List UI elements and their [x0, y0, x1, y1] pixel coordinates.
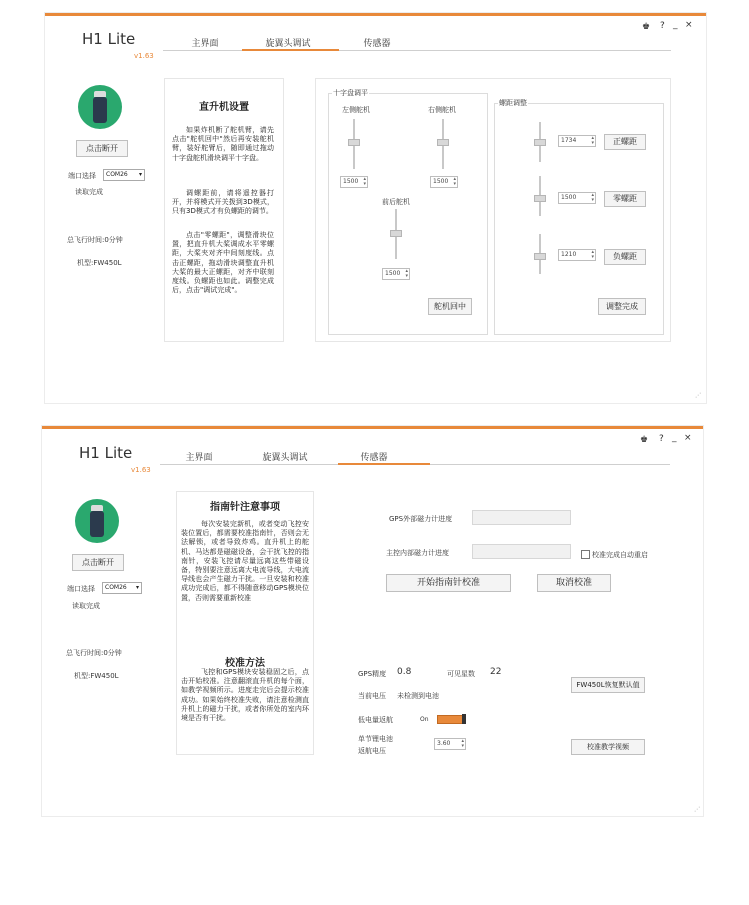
- low-battery-return-label: 低电量返航: [358, 716, 393, 724]
- servo-center-button[interactable]: 舵机回中: [428, 298, 472, 315]
- satellites-value: 22: [490, 667, 502, 677]
- calibration-tutorial-button[interactable]: 校准教学视频: [571, 739, 645, 755]
- satellites-label: 可见星数: [447, 670, 475, 678]
- zero-pitch-slider[interactable]: [534, 195, 546, 202]
- left-servo-label: 左侧舵机: [342, 106, 370, 114]
- compass-notes-title: 指南针注意事项: [210, 502, 280, 513]
- port-select-value: COM26: [105, 584, 127, 591]
- left-servo-slider[interactable]: [348, 139, 360, 146]
- swashplate-group-title: 十字盘调平: [333, 89, 368, 97]
- resize-grip-icon[interactable]: ⋰: [695, 392, 701, 399]
- help-panel: [164, 78, 284, 342]
- positive-pitch-value: 1734: [561, 137, 577, 144]
- resize-grip-icon[interactable]: ⋰: [694, 806, 700, 813]
- tab-rotor-head[interactable]: 旋翼头调试: [265, 39, 311, 49]
- usb-dongle-icon: [90, 511, 104, 537]
- model-label: 机型:FW450L: [77, 259, 122, 267]
- gps-precision-value: 0.8: [397, 667, 412, 677]
- tab-main[interactable]: 主界面: [191, 39, 219, 49]
- compass-notes-panel: [176, 491, 314, 755]
- flight-time-label: 总飞行时间:0分钟: [66, 649, 122, 657]
- cancel-calibration-button[interactable]: 取消校准: [537, 574, 611, 592]
- app-title: H1 Lite: [79, 444, 133, 462]
- tab-main[interactable]: 主界面: [185, 453, 213, 463]
- chevron-down-icon: ▾: [135, 584, 139, 591]
- internal-mag-progress-bar: [472, 544, 571, 559]
- front-rear-servo-spinbox[interactable]: [382, 268, 410, 280]
- skin-icon[interactable]: ♚: [640, 435, 649, 445]
- gps-mag-progress-bar: [472, 510, 571, 525]
- minimize-icon[interactable]: _: [673, 20, 678, 30]
- pitch-group-title: 螺距调整: [499, 99, 527, 107]
- cell-voltage-value: 3.60: [437, 740, 451, 747]
- app-window-sensor: [42, 426, 703, 816]
- usb-dongle-icon: [93, 97, 107, 123]
- toggle-knob: [462, 714, 466, 724]
- app-window-rotor-head: [45, 13, 706, 403]
- port-label: 端口选择: [67, 585, 95, 593]
- front-rear-servo-slider[interactable]: [390, 230, 402, 237]
- spin-arrows-icon: ▴ ▾: [453, 176, 456, 187]
- front-rear-servo-value: 1500: [385, 270, 401, 277]
- tab-rotor-head[interactable]: 旋翼头调试: [262, 453, 308, 463]
- calibration-method-title: 校准方法: [225, 658, 265, 669]
- cell-voltage-spinbox[interactable]: [434, 738, 466, 750]
- help-icon[interactable]: ?: [660, 21, 665, 31]
- device-avatar: [78, 85, 122, 129]
- right-servo-slider[interactable]: [437, 139, 449, 146]
- device-avatar: [75, 499, 119, 543]
- spin-arrows-icon: ▴ ▾: [591, 192, 594, 203]
- status-label: 读取完成: [75, 188, 103, 196]
- internal-mag-progress-label: 主控内部磁力计进度: [386, 549, 449, 557]
- spin-arrows-icon: ▴ ▾: [591, 249, 594, 260]
- calibration-method-text: 飞控和GPS模块安装稳固之后，点击开始校准。注意翻滚直升机的每个面，如教学视频所示。进度走完后会提示校准成功。如果始终校准失败，请注意检测直升机上的磁力干扰，或者你所处的室内环境是否有干扰。: [181, 668, 309, 723]
- left-servo-value: 1500: [343, 178, 359, 185]
- right-servo-label: 右侧舵机: [428, 106, 456, 114]
- negative-pitch-spinbox[interactable]: [558, 249, 596, 261]
- help-panel-title: 直升机设置: [199, 102, 249, 113]
- pitch-done-button[interactable]: 调整完成: [598, 298, 646, 315]
- version-label: v1.63: [131, 466, 151, 474]
- negative-pitch-value: 1210: [561, 251, 577, 258]
- voltage-label: 当前电压: [358, 692, 386, 700]
- positive-pitch-spinbox[interactable]: [558, 135, 596, 147]
- app-title: H1 Lite: [82, 30, 136, 48]
- help-paragraph-1: 如果炸机断了舵机臂，请先点击"舵机回中"然后再安装舵机臂，装好舵臂后，随即通过拖动十字盘舵机滑块调平十字盘。: [172, 126, 274, 162]
- help-icon[interactable]: ?: [659, 434, 664, 444]
- status-label: 读取完成: [72, 602, 100, 610]
- voltage-value: 未检测到电池: [397, 692, 439, 700]
- tab-sensor[interactable]: 传感器: [360, 453, 388, 463]
- disconnect-button[interactable]: 点击断开: [72, 554, 124, 571]
- left-servo-spinbox[interactable]: [340, 176, 368, 188]
- zero-pitch-value: 1500: [561, 194, 577, 201]
- tab-active-indicator: [242, 49, 339, 51]
- tab-active-indicator: [338, 463, 430, 465]
- help-paragraph-3: 点击"零螺距"，调整滑块位置，把直升机大桨调成水平零螺距，大桨夹对齐中间刻度线。点击正螺距，拖动滑块调整直升机大桨的最大正螺距，对齐中联刻度线。负螺距也如此。调整完成后，点击"调试完成"。: [172, 231, 274, 295]
- front-rear-servo-label: 前后舵机: [382, 198, 410, 206]
- gps-precision-label: GPS精度: [358, 670, 387, 678]
- disconnect-button[interactable]: 点击断开: [76, 140, 128, 157]
- start-compass-calibration-button[interactable]: 开始指南针校准: [386, 574, 511, 592]
- skin-icon[interactable]: ♚: [642, 22, 651, 32]
- positive-pitch-slider[interactable]: [534, 139, 546, 146]
- restore-defaults-button[interactable]: FW450L恢复默认值: [571, 677, 645, 693]
- auto-restart-label: 校准完成自动重启: [592, 551, 648, 559]
- tab-sensor[interactable]: 传感器: [363, 39, 391, 49]
- auto-restart-checkbox[interactable]: [581, 550, 590, 559]
- zero-pitch-button[interactable]: 零螺距: [604, 191, 646, 207]
- low-battery-state: On: [420, 716, 429, 723]
- cell-voltage-label-1: 单节锂电池: [358, 735, 393, 743]
- port-select[interactable]: [102, 582, 142, 594]
- spin-arrows-icon: ▴ ▾: [461, 738, 464, 749]
- port-select[interactable]: [103, 169, 145, 181]
- close-icon[interactable]: ×: [685, 20, 693, 30]
- negative-pitch-button[interactable]: 负螺距: [604, 249, 646, 265]
- port-select-value: COM26: [106, 171, 128, 178]
- spin-arrows-icon: ▴ ▾: [363, 176, 366, 187]
- negative-pitch-slider[interactable]: [534, 253, 546, 260]
- chevron-down-icon: ▾: [138, 171, 142, 178]
- settings-panel: [315, 78, 671, 342]
- right-servo-spinbox[interactable]: [430, 176, 458, 188]
- help-paragraph-2: 调螺距前，请将遥控器打开，并将模式开关拨到3D模式，只有3D模式才有负螺距的调节。: [172, 189, 274, 216]
- close-icon[interactable]: ×: [684, 433, 692, 443]
- minimize-icon[interactable]: _: [672, 433, 677, 443]
- positive-pitch-button[interactable]: 正螺距: [604, 134, 646, 150]
- model-label: 机型:FW450L: [74, 672, 119, 680]
- spin-arrows-icon: ▴ ▾: [591, 135, 594, 146]
- cell-voltage-label-2: 返航电压: [358, 747, 386, 755]
- tab-bar-line: [163, 50, 671, 51]
- version-label: v1.63: [134, 52, 154, 60]
- right-servo-value: 1500: [433, 178, 449, 185]
- compass-notes-text: 每次安装完新机，或者变动飞控安装位置后，都需要校准指南针，否则会无法解锁，或者导致炸鸡。直升机上的舵机、马达都是磁磁设备，会干扰飞控的指南针，安装飞控请尽量远离这些带磁设备，特别要注意远离大电流导线，大电流导线也会产生磁力干扰。一旦安装和校准成功完成后，都不得随意移动GPS模块位置，否则需要重新校准: [181, 520, 309, 602]
- flight-time-label: 总飞行时间:0分钟: [67, 236, 123, 244]
- low-battery-return-toggle[interactable]: [437, 715, 465, 724]
- spin-arrows-icon: ▴ ▾: [405, 268, 408, 279]
- zero-pitch-spinbox[interactable]: [558, 192, 596, 204]
- port-label: 端口选择: [68, 172, 96, 180]
- gps-mag-progress-label: GPS外部磁力计进度: [389, 515, 453, 523]
